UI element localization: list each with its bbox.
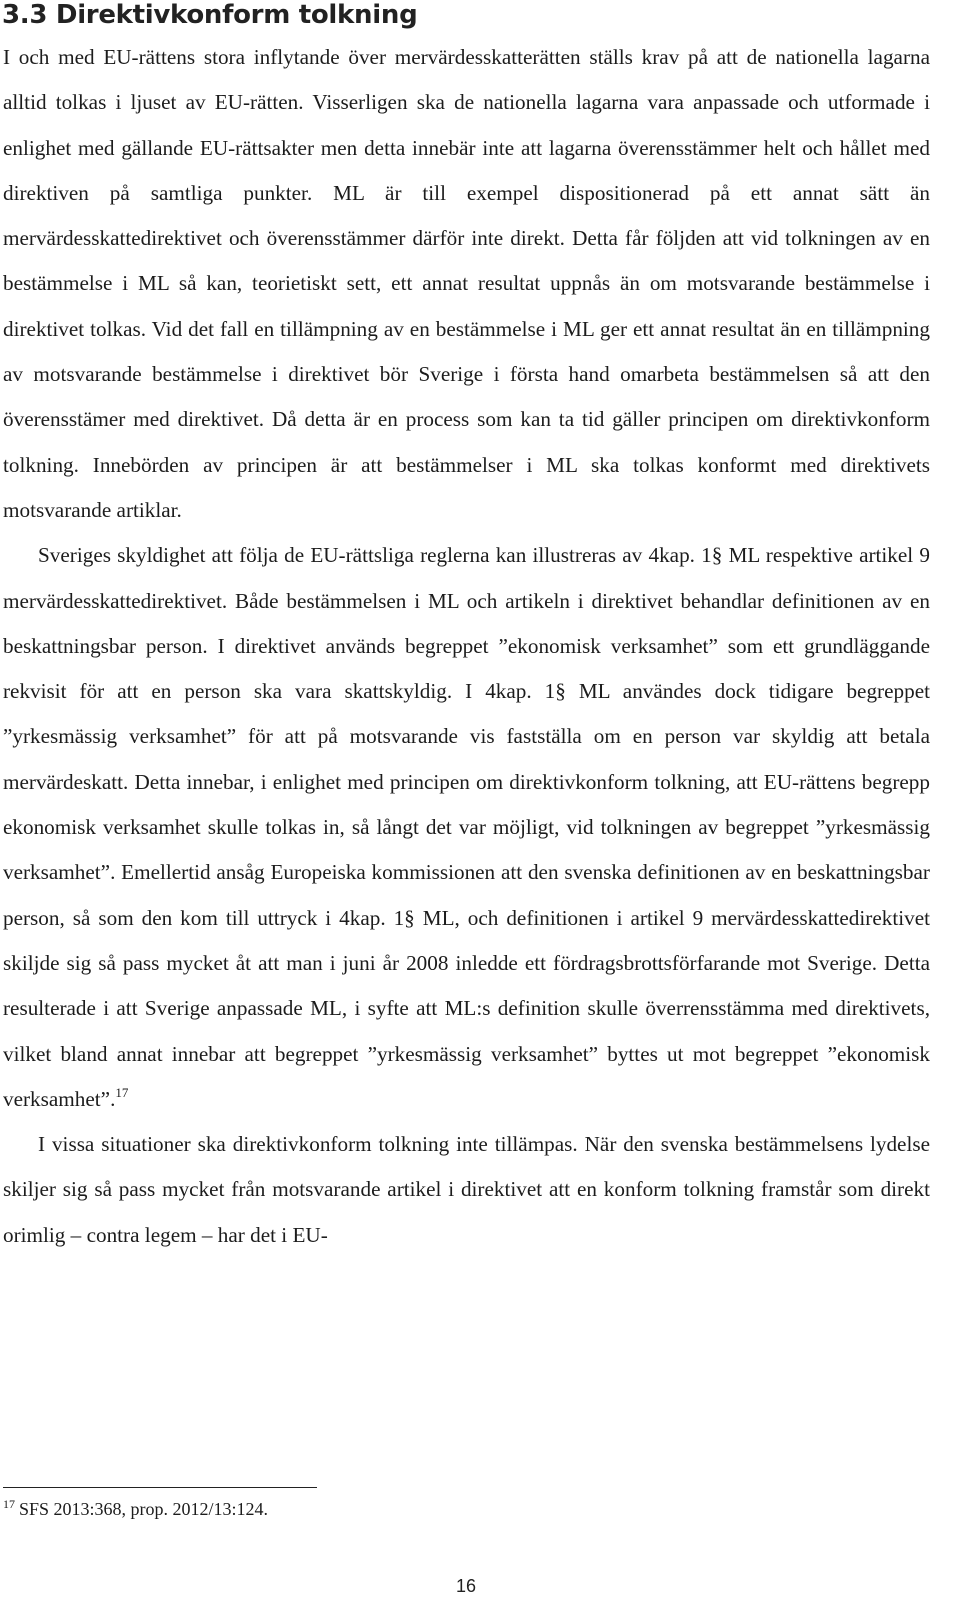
paragraph-3: I vissa situationer ska direktivkonform tolkning inte tillämpas. När den svenska bestämmelsens lydelse skiljer sig så pass mycket från motsvarande artikel i direktivet att en konform tolkning framstår som direkt orimlig – contra legem – har det i EU- bbox=[3, 1132, 930, 1247]
footnote-number: 17 bbox=[3, 1497, 15, 1511]
footnote-reference[interactable]: 17 bbox=[115, 1084, 129, 1100]
footnote bbox=[3, 1496, 268, 1522]
section-heading: 3.3 Direktivkonform tolkning bbox=[2, 0, 418, 30]
paragraph-2-text: Sveriges skyldighet att följa de EU-rättsliga reglerna kan illustreras av 4kap. 1§ ML respektive artikel 9 mervärdesskattedirektivet. Både bestämmelsen i ML och artikeln i direktivet behandlar definitionen av en beskattningsbar person. I direktivet används begreppet ”ekonomisk verksamhet” som ett grundläggande rekvisit för att en person ska vara skattskyldig. I 4kap. 1§ ML användes dock tidigare begreppet ”yrkesmässig verksamhet” för att på motsvarande vis fastställa om en person var skyldig att betala mervärdeskatt. Detta innebar, i enlighet med principen om direktivkonform tolkning, att EU-rättens begrepp ekonomisk verksamhet skulle tolkas in, så långt det var möjligt, vid tolkningen av begreppet ”yrkesmässig verksamhet”. Emellertid ansåg Europeiska kommissionen att den svenska definitionen av en beskattningsbar person, så som den kom till uttryck i 4kap. 1§ ML, och definitionen i artikel 9 mervärdesskattedirektivet skiljde sig så pass mycket åt att man i juni år 2008 inledde ett fördragsbrottsförfarande mot Sverige. Detta resulterade i att Sverige anpassade ML, i syfte att ML:s definition skulle överrensstämma med direktivets, vilket bland annat innebar att begreppet ”yrkesmässig verksamhet” byttes ut mot begreppet ”ekonomisk verksamhet”. bbox=[3, 543, 930, 1111]
footnote-divider bbox=[3, 1487, 317, 1488]
paragraph-2 bbox=[3, 533, 930, 1122]
page-number: 16 bbox=[455, 1576, 477, 1596]
paragraph-1: I och med EU-rättens stora inflytande över mervärdesskatterätten ställs krav på att de nationella lagarna alltid tolkas i ljuset av EU-rätten. Visserligen ska de nationella lagarna vara anpassade och utformade i enlighet med gällande EU-rättsakter men detta innebär inte att lagarna överensstämmer helt och hållet med direktiven på samtliga punkter. ML är till exempel dispositionerad på ett annat sätt än mervärdesskattedirektivet och överensstämmer därför inte direkt. Detta får följden att vid tolkningen av en bestämmelse i ML så kan, teorietiskt sett, ett annat resultat uppnås än om motsvarande bestämmelse i direktivet tolkas. Vid det fall en tillämpning av en bestämmelse i ML ger ett annat resultat än en tillämpning av motsvarande bestämmelse i direktivet bör Sverige i första hand omarbeta bestämmelsen så att den överensstämer med direktivet. Då detta är en process som kan ta tid gäller principen om direktivkonform tolkning. Innebörden av principen är att bestämmelser i ML ska tolkas konformt med direktivets motsvarande artiklar. bbox=[3, 45, 930, 522]
footnote-text: SFS 2013:368, prop. 2012/13:124. bbox=[19, 1499, 269, 1519]
body-text bbox=[3, 35, 930, 1258]
